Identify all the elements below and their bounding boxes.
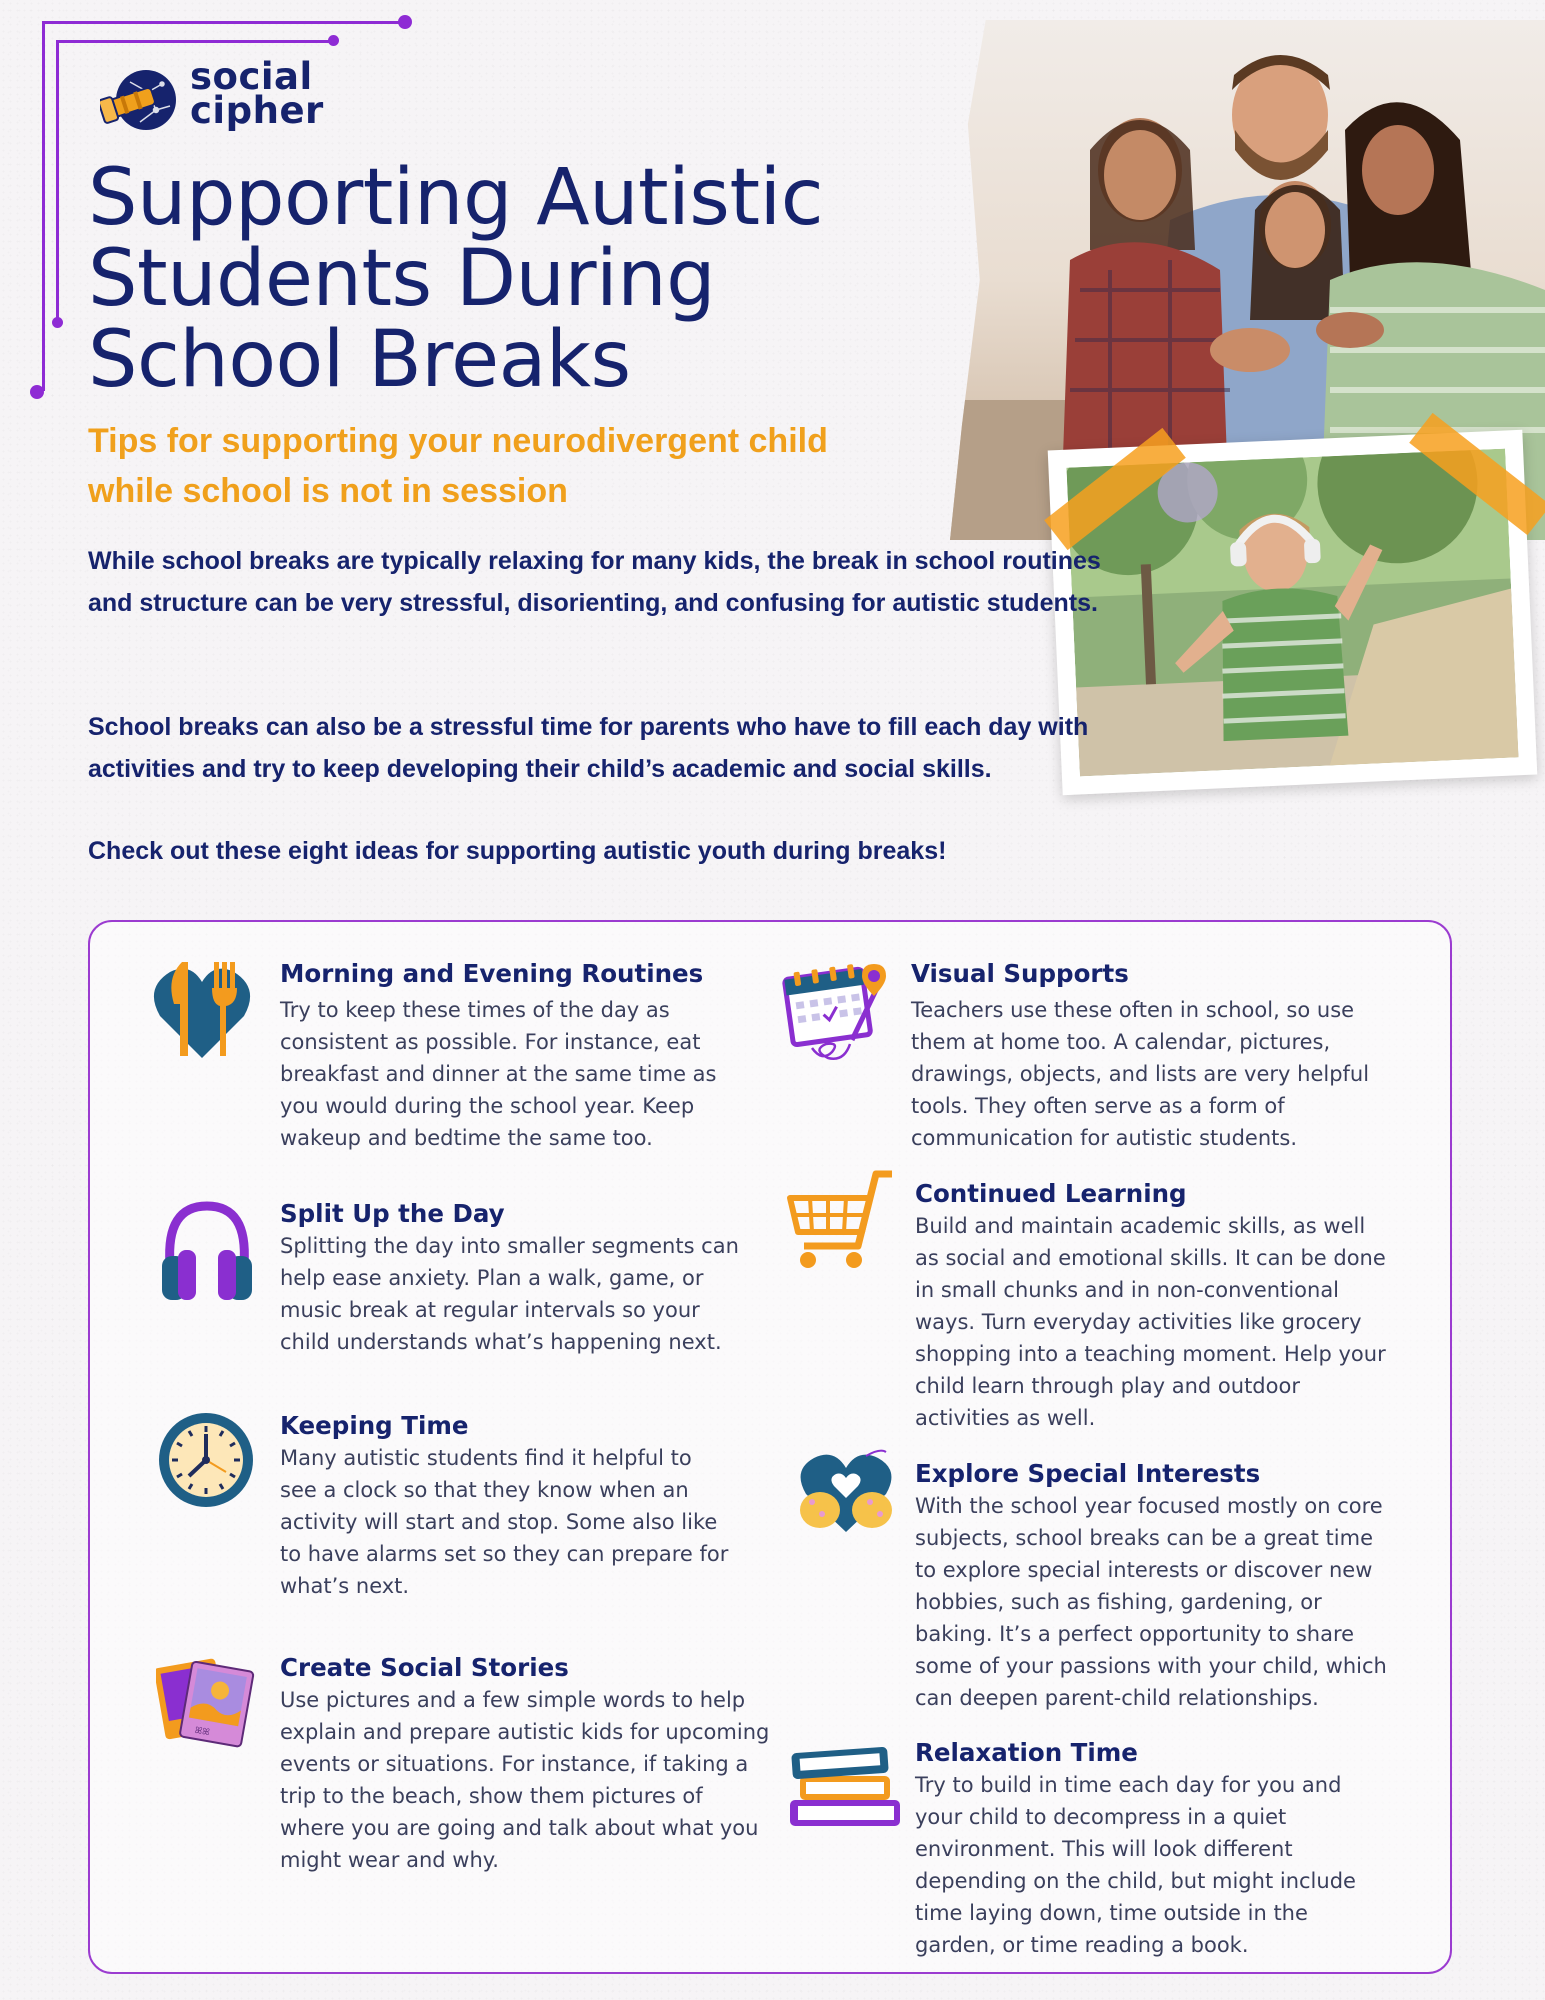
intro-paragraph-3: Check out these eight ideas for supporting autistic youth during breaks! xyxy=(88,837,947,865)
headphones-icon xyxy=(160,1198,254,1309)
tip-relaxation xyxy=(915,1737,1385,1961)
tip-keeping-time xyxy=(280,1410,730,1602)
tip-special-interests xyxy=(915,1458,1395,1714)
heart-hands-icon xyxy=(796,1448,896,1543)
tip-body: Splitting the day into smaller segments can help ease anxiety. Plan a walk, game, or music break at regular intervals so your child understands what’s happening next. xyxy=(280,1234,739,1354)
tip-title: Split Up the Day xyxy=(280,1199,505,1228)
tip-title: Create Social Stories xyxy=(280,1653,569,1682)
page-title xyxy=(88,153,948,405)
decor-dot xyxy=(30,385,44,399)
title-line-1: Supporting Autistic xyxy=(88,153,824,243)
brand-line-1: social xyxy=(190,55,313,98)
intro-paragraph-2: School breaks can also be a stressful time for parents who have to fill each day with activities and try to keep developing their child’s academic and social skills. xyxy=(88,713,1089,783)
tip-title: Relaxation Time xyxy=(915,1738,1138,1767)
decor-dot xyxy=(398,15,412,29)
tip-visual-supports xyxy=(911,958,1381,1154)
shopping-cart-icon xyxy=(784,1168,896,1277)
decor-line-top-inner xyxy=(56,40,333,43)
brand-name xyxy=(190,55,324,132)
title-line-2: Students During xyxy=(88,234,716,324)
tip-body: With the school year focused mostly on core subjects, school breaks can be a great time to explore special interests or discover new hobbies, such as fishing, gardening, or baking. It’s a perfect opportunity to share some of your passions with your child, which can deepen parent-child relationships. xyxy=(915,1494,1387,1710)
tip-title: Keeping Time xyxy=(280,1411,469,1440)
decor-dot xyxy=(52,317,63,328)
calendar-icon xyxy=(782,958,892,1068)
tip-body: Try to keep these times of the day as consistent as possible. For instance, eat breakfast and dinner at the same time as you would during the school year. Keep wakeup and bedtime the same too. xyxy=(280,998,717,1150)
tip-continued-learning xyxy=(915,1178,1395,1434)
brand-line-2: cipher xyxy=(190,89,324,132)
subtitle xyxy=(88,416,928,516)
decor-line-left-inner xyxy=(56,40,59,322)
tip-title: Morning and Evening Routines xyxy=(280,959,704,988)
tip-body: Build and maintain academic skills, as well as social and emotional skills. It can be done in small chunks and in non-conventional ways. Turn everyday activities like grocery shopping into a teaching moment. Help your child learn through play and outdoor activities as well. xyxy=(915,1214,1386,1430)
clock-icon xyxy=(156,1410,256,1515)
tip-body: Try to build in time each day for you and your child to decompress in a quiet environment. This will look different depending on the child, but might include time laying down, time outside in the garden, or time reading a book. xyxy=(915,1773,1356,1957)
svg-text:ꕤꕤ: ꕤꕤ xyxy=(193,1725,211,1739)
logo-icon xyxy=(100,66,182,132)
decor-line-left-outer xyxy=(42,21,45,391)
tip-split-day xyxy=(280,1198,750,1358)
photos-icon xyxy=(156,1652,256,1757)
subtitle-line-2: while school is not in session xyxy=(88,472,568,510)
tip-title: Visual Supports xyxy=(911,959,1129,988)
subtitle-line-1: Tips for supporting your neurodivergent child xyxy=(88,422,828,460)
tip-body: Use pictures and a few simple words to help explain and prepare autistic kids for upcoming events or situations. For instance, if taking a trip to the beach, show them pictures of where you are going and talk about what you might wear and why. xyxy=(280,1688,770,1872)
decor-line-top-outer xyxy=(42,21,405,24)
heart-utensils-icon xyxy=(152,958,252,1067)
decor-dot xyxy=(328,35,339,46)
tip-title: Continued Learning xyxy=(915,1179,1187,1208)
tip-routines xyxy=(280,958,740,1154)
books-icon xyxy=(784,1736,906,1837)
tip-social-stories xyxy=(280,1652,770,1876)
intro-paragraph-1: While school breaks are typically relaxing for many kids, the break in school routines and structure can be very stressful, disorienting, and confusing for autistic students. xyxy=(88,547,1101,617)
title-line-3: School Breaks xyxy=(88,315,631,405)
tip-body: Many autistic students find it helpful to see a clock so that they know when an activity will start and stop. Some also like to have alarms set so they can prepare for what’s next. xyxy=(280,1446,729,1598)
tip-title: Explore Special Interests xyxy=(915,1459,1261,1488)
tip-body: Teachers use these often in school, so use them at home too. A calendar, pictures, drawings, objects, and lists are very helpful tools. They often serve as a form of communication for autistic students. xyxy=(911,998,1370,1150)
